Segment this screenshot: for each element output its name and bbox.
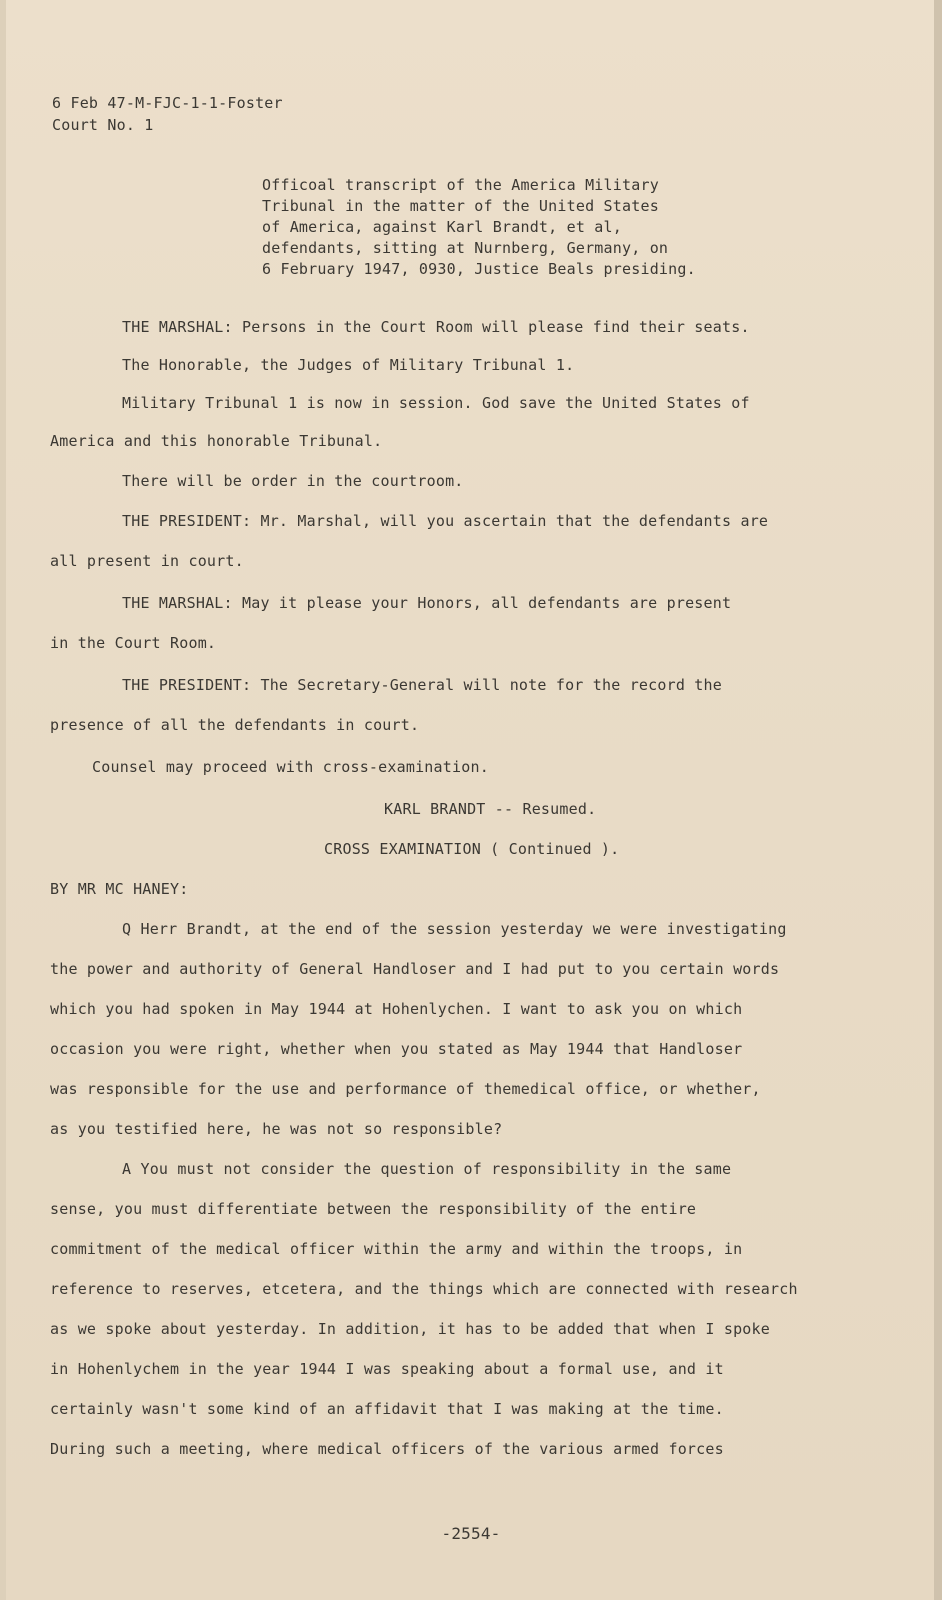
body-line: the power and authority of General Handloser and I had put to you certain words	[50, 960, 780, 978]
body-line: THE PRESIDENT: The Secretary-General will note for the record the	[122, 676, 722, 694]
caption-line: of America, against Karl Brandt, et al,	[262, 218, 622, 236]
page-number: -2554-	[441, 1524, 501, 1543]
body-line: which you had spoken in May 1944 at Hohenlychen. I want to ask you on which	[50, 1000, 743, 1018]
body-line: Military Tribunal 1 is now in session. God save the United States of	[122, 394, 750, 412]
body-line: certainly wasn't some kind of an affidavit that I was making at the time.	[50, 1400, 724, 1418]
body-line: There will be order in the courtroom.	[122, 472, 464, 490]
body-line: THE MARSHAL: Persons in the Court Room will please find their seats.	[122, 318, 750, 336]
body-line: as we spoke about yesterday. In addition, it has to be added that when I spoke	[50, 1320, 770, 1338]
body-line: reference to reserves, etcetera, and the things which are connected with research	[50, 1280, 798, 1298]
body-line: in the Court Room.	[50, 634, 217, 652]
body-line: occasion you were right, whether when you stated as May 1944 that Handloser	[50, 1040, 743, 1058]
body-line: THE PRESIDENT: Mr. Marshal, will you ascertain that the defendants are	[122, 512, 769, 530]
body-line: America and this honorable Tribunal.	[50, 432, 383, 450]
body-line: presence of all the defendants in court.	[50, 716, 420, 734]
caption-line: Officoal transcript of the America Military	[262, 176, 659, 194]
paper-right-edge	[934, 0, 942, 1600]
caption-line: Tribunal in the matter of the United States	[262, 197, 659, 215]
caption-line: 6 February 1947, 0930, Justice Beals presiding.	[262, 260, 696, 278]
body-line: During such a meeting, where medical officers of the various armed forces	[50, 1440, 724, 1458]
body-line: Counsel may proceed with cross-examination.	[92, 758, 489, 776]
examiner-label: BY MR MC HANEY:	[50, 880, 189, 898]
body-line: THE MARSHAL: May it please your Honors, all defendants are present	[122, 594, 732, 612]
caption-line: defendants, sitting at Nurnberg, Germany, on	[262, 239, 669, 257]
body-line: The Honorable, the Judges of Military Tribunal 1.	[122, 356, 575, 374]
witness-heading: KARL BRANDT -- Resumed.	[384, 800, 597, 818]
body-line: all present in court.	[50, 552, 244, 570]
body-line: as you testified here, he was not so responsible?	[50, 1120, 503, 1138]
body-line: A You must not consider the question of responsibility in the same	[122, 1160, 732, 1178]
body-line: sense, you must differentiate between the responsibility of the entire	[50, 1200, 697, 1218]
header-reference: 6 Feb 47-M-FJC-1-1-Foster	[52, 94, 283, 112]
body-line: commitment of the medical officer within the army and within the troops, in	[50, 1240, 743, 1258]
body-line: in Hohenlychem in the year 1944 I was speaking about a formal use, and it	[50, 1360, 724, 1378]
header-court: Court No. 1	[52, 116, 154, 134]
paper-left-edge	[0, 0, 6, 1600]
examination-heading: CROSS EXAMINATION ( Continued ).	[324, 840, 620, 858]
body-line: Q Herr Brandt, at the end of the session yesterday we were investigating	[122, 920, 787, 938]
body-line: was responsible for the use and performance of themedical office, or whether,	[50, 1080, 761, 1098]
